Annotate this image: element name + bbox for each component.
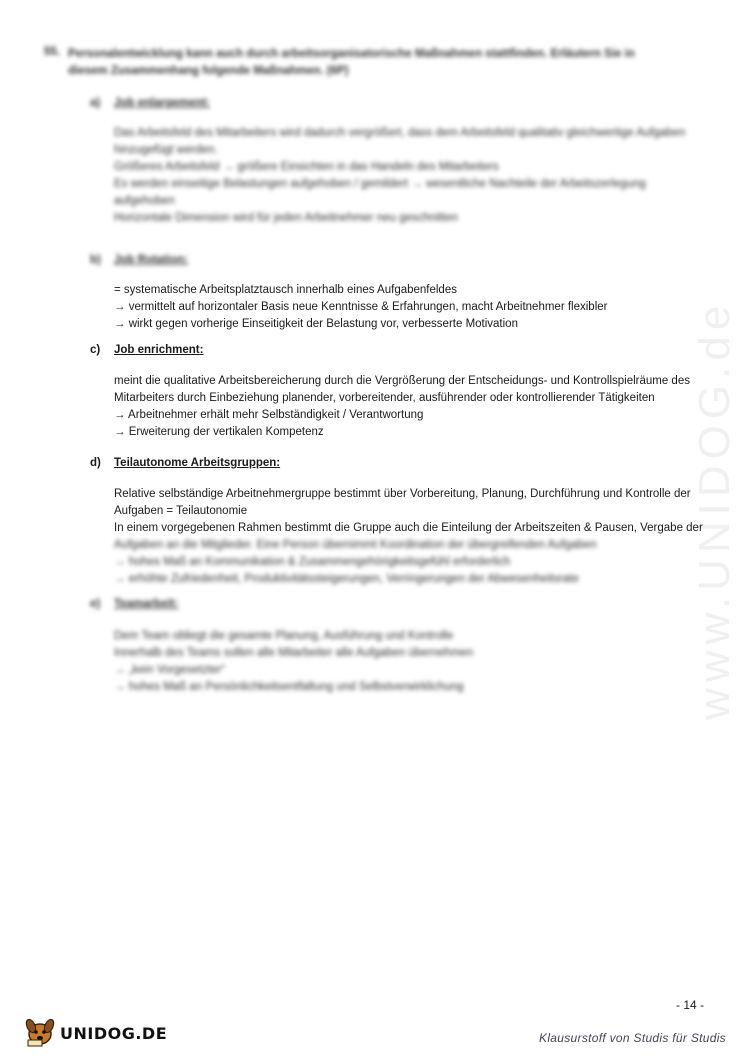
section-c-line: → Erweiterung der vertikalen Kompetenz — [114, 426, 324, 438]
section-a-line: Größeres Arbeitsfeld → größere Einsichten in das Handeln des Mitarbeiters — [114, 161, 499, 173]
unidog-logo — [22, 1014, 168, 1048]
section-a-letter: a) — [90, 97, 101, 109]
section-b-letter: b) — [90, 254, 101, 266]
section-c-letter: c) — [90, 344, 101, 356]
section-d-line: → erhöhte Zufriedenheit, Produktivitätssteigerungen, Verringerungen der Abwesenheitsrate — [114, 573, 579, 585]
section-b-body — [114, 282, 704, 333]
section-d-line: Aufgaben = Teilautonomie — [114, 505, 248, 517]
section-b-line: = systematische Arbeitsplatztausch innerhalb eines Aufgabenfeldes — [114, 284, 457, 296]
section-a-title: Job enlargement: — [114, 97, 210, 109]
section-e-letter: e) — [90, 598, 101, 610]
section-d-line: → hohes Maß an Kommunikation & Zusammengehörigkeitsgefühl erforderlich — [114, 556, 511, 568]
section-a-line: Horizontale Dimension wird für jeden Arbeitnehmer neu geschnitten — [114, 212, 458, 224]
section-d-body — [114, 486, 704, 588]
section-e-body — [114, 628, 704, 696]
section-e-line: Dem Team obliegt die gesamte Planung, Ausführung und Kontrolle — [114, 630, 454, 642]
section-b-line: → vermittelt auf horizontaler Basis neue Kenntnisse & Erfahrungen, macht Arbeitnehmer flexibler — [114, 301, 608, 313]
logo-text: UNIDOG.DE — [60, 1024, 168, 1043]
section-c-line: meint die qualitative Arbeitsbereicherung durch die Vergrößerung der Entscheidungs- und Kontrollspielräume des — [114, 375, 690, 387]
section-d-line: In einem vorgegebenen Rahmen bestimmt die Gruppe auch die Einteilung der Arbeitszeiten & Pausen, Vergabe der — [114, 522, 703, 534]
section-a-line: Das Arbeitsfeld des Mitarbeiters wird dadurch vergrößert, dass dem Arbeitsfeld qualitativ gleichwertige Aufgaben — [114, 127, 686, 139]
footer-tagline: Klausurstoff von Studis für Studis — [539, 1031, 726, 1045]
section-a-line: hinzugefügt werden. — [114, 144, 218, 156]
section-d-letter: d) — [90, 457, 101, 469]
section-e-line: → hohes Maß an Persönlichkeitsentfaltung und Selbstverwirklichung — [114, 681, 464, 693]
section-a-body — [114, 125, 704, 227]
section-d-line: Aufgaben an die Mitglieder. Eine Person übernimmt Koordination der übergreifenden Aufgaben — [114, 539, 597, 551]
section-b-title: Job Rotation: — [114, 254, 189, 266]
page-number: - 14 - — [675, 998, 704, 1012]
question-number: 55. — [44, 46, 60, 58]
section-d-line: Relative selbständige Arbeitnehmergruppe bestimmt über Vorbereitung, Planung, Durchführung und Kontrolle der — [114, 488, 691, 500]
section-d-title: Teilautonome Arbeitsgruppen: — [114, 457, 281, 469]
watermark: www.UNIDOG.de — [690, 299, 739, 720]
section-c-line: Mitarbeiters durch Einbeziehung planender, vorbereitender, ausführender oder kontrollierender Tätigkeiten — [114, 392, 655, 404]
section-c-line: → Arbeitnehmer erhält mehr Selbständigkeit / Verantwortung — [114, 409, 424, 421]
section-a-line: Es werden einseitige Belastungen aufgehoben / gemildert → wesentliche Nachteile der Arbeitszerlegung — [114, 178, 646, 190]
dog-icon — [22, 1014, 58, 1048]
question-text: Personalentwicklung kann auch durch arbeitsorganisatorische Maßnahmen stattfinden. Erläutern Sie in diesem Zusammenhang folgende Maßnahmen. (6P) — [68, 48, 635, 77]
section-e-line: → „kein Vorgesetzter“ — [114, 664, 226, 676]
section-e-title: Teamarbeit: — [114, 598, 179, 610]
section-c-title: Job enrichment: — [114, 344, 204, 356]
section-e-line: Innerhalb des Teams sollen alle Mitarbeiter alle Aufgaben übernehmen — [114, 647, 474, 659]
section-b-line: → wirkt gegen vorherige Einseitigkeit der Belastung vor, verbesserte Motivation — [114, 318, 518, 330]
section-a-line: aufgehoben — [114, 195, 175, 207]
section-c-body — [114, 373, 704, 441]
